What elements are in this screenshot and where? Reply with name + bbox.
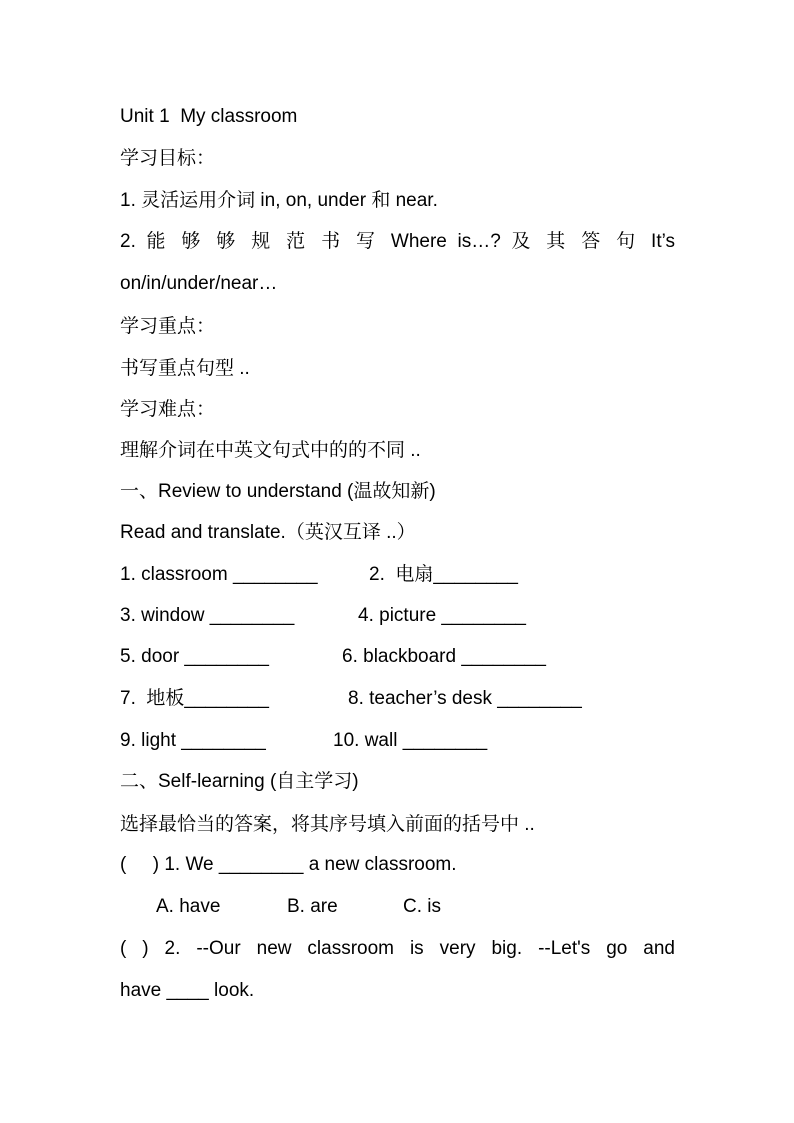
- section-2-instruction: 选择最恰当的答案，将其序号填入前面的括号中 ..: [120, 814, 535, 835]
- vocab-item: 2. 电扇________: [369, 564, 518, 585]
- goal-1: 1. 灵活运用介词 in, on, under 和 near.: [120, 190, 438, 211]
- key-points-text: 书写重点句型 ..: [120, 358, 250, 379]
- page-title: Unit 1 My classroom: [120, 106, 298, 127]
- section-1-heading: 一、Review to understand (温故知新): [120, 481, 436, 502]
- difficulty-heading: 学习难点：: [120, 399, 216, 420]
- vocab-item: 9. light ________: [120, 730, 266, 751]
- vocab-item: 8. teacher’s desk ________: [348, 688, 582, 709]
- vocab-item: 6. blackboard ________: [342, 646, 546, 667]
- section-2-heading: 二、Self-learning (自主学习): [120, 771, 359, 792]
- vocab-item: 4. picture ________: [358, 605, 526, 626]
- question-1-stem: ( ) 1. We ________ a new classroom.: [120, 854, 457, 875]
- question-1-option-a: A. have: [156, 896, 221, 917]
- question-2-continuation: have ____ look.: [120, 980, 255, 1001]
- question-2-stem: ( ) 2. --Our new classroom is very big. --Let's go and: [120, 938, 675, 959]
- vocab-item: 10. wall ________: [333, 730, 488, 751]
- question-1-option-b: B. are: [287, 896, 338, 917]
- goal-2-line-1: 2. 能 够 够 规 范 书 写 Where is…? 及 其 答 句 It’s: [120, 231, 675, 252]
- question-1-option-c: C. is: [403, 896, 441, 917]
- goal-2-line-2: on/in/under/near…: [120, 273, 278, 294]
- key-points-heading: 学习重点：: [120, 316, 216, 337]
- difficulty-text: 理解介词在中英文句式中的的不同 ..: [120, 440, 421, 461]
- vocab-item: 7. 地板________: [120, 688, 269, 709]
- goals-heading: 学习目标：: [120, 148, 216, 169]
- section-1-instruction: Read and translate.（英汉互译 ..）: [120, 522, 416, 543]
- vocab-item: 3. window ________: [120, 605, 295, 626]
- vocab-item: 5. door ________: [120, 646, 269, 667]
- vocab-item: 1. classroom ________: [120, 564, 318, 585]
